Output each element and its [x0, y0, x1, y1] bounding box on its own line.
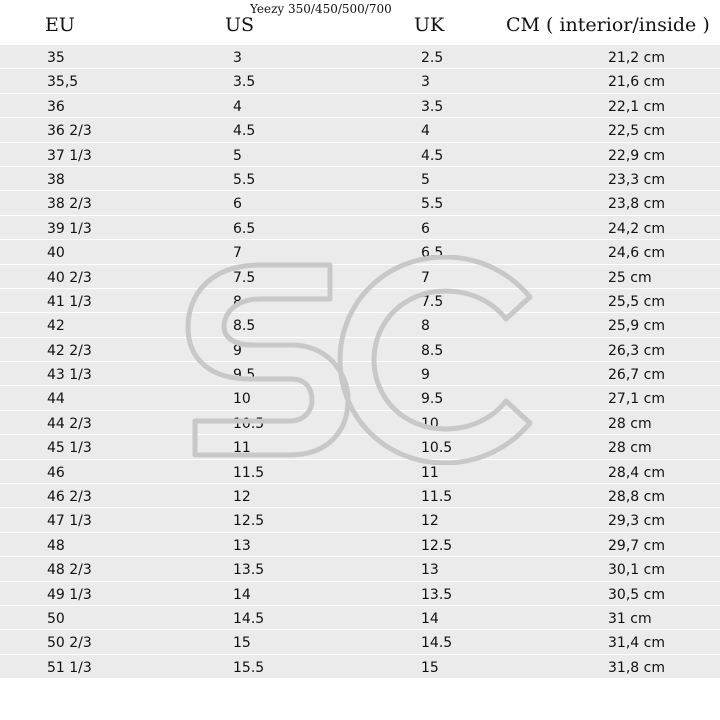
cell-us: 11.5 [233, 464, 265, 481]
cell-us: 6 [233, 196, 242, 213]
table-row [0, 265, 720, 289]
cell-eu: 36 [47, 98, 65, 115]
cell-uk: 12 [421, 513, 439, 530]
cell-eu: 44 2/3 [47, 415, 92, 432]
cell-us: 4 [233, 98, 242, 115]
cell-cm: 21,6 cm [608, 74, 665, 91]
cell-us: 7.5 [233, 269, 256, 286]
cell-cm: 23,8 cm [608, 196, 665, 213]
table-row [0, 191, 720, 215]
cell-eu: 38 2/3 [47, 196, 92, 213]
column-header-us: US [225, 14, 255, 36]
cell-uk: 5.5 [421, 196, 444, 213]
cell-eu: 45 1/3 [47, 440, 92, 457]
cell-eu: 40 [47, 245, 65, 262]
cell-cm: 31,8 cm [608, 659, 665, 676]
cell-uk: 13 [421, 562, 439, 579]
table-row [0, 435, 720, 459]
cell-uk: 3 [421, 74, 430, 91]
cell-cm: 23,3 cm [608, 171, 665, 188]
table-row [0, 630, 720, 654]
cell-us: 8.5 [233, 318, 256, 335]
cell-uk: 14 [421, 610, 439, 627]
table-row [0, 362, 720, 386]
column-header-uk: UK [414, 14, 445, 36]
cell-cm: 29,3 cm [608, 513, 665, 530]
cell-eu: 44 [47, 391, 65, 408]
cell-eu: 36 2/3 [47, 123, 92, 140]
cell-eu: 43 1/3 [47, 367, 92, 384]
cell-us: 14 [233, 586, 251, 603]
cell-cm: 22,9 cm [608, 147, 665, 164]
cell-uk: 5 [421, 171, 430, 188]
cell-us: 7 [233, 245, 242, 262]
cell-eu: 35 [47, 50, 65, 66]
cell-cm: 31,4 cm [608, 635, 665, 652]
cell-us: 4.5 [233, 123, 256, 140]
table-row [0, 484, 720, 508]
cell-cm: 21,2 cm [608, 50, 665, 66]
cell-eu: 46 [47, 464, 65, 481]
column-header-eu: EU [45, 14, 75, 36]
cell-eu: 49 1/3 [47, 586, 92, 603]
cell-cm: 28,8 cm [608, 489, 665, 506]
cell-eu: 47 1/3 [47, 513, 92, 530]
table-row [0, 460, 720, 484]
cell-eu: 35,5 [47, 74, 79, 91]
cell-cm: 24,2 cm [608, 220, 665, 237]
cell-uk: 7.5 [421, 293, 444, 310]
cell-cm: 25 cm [608, 269, 652, 286]
cell-eu: 48 [47, 537, 65, 554]
cell-us: 15 [233, 635, 251, 652]
cell-us: 3.5 [233, 74, 256, 91]
cell-uk: 14.5 [421, 635, 453, 652]
table-header [0, 0, 720, 44]
cell-eu: 46 2/3 [47, 489, 92, 506]
cell-uk: 10 [421, 415, 439, 432]
cell-us: 12 [233, 489, 251, 506]
cell-eu: 40 2/3 [47, 269, 92, 286]
cell-us: 5.5 [233, 171, 256, 188]
cell-cm: 26,3 cm [608, 342, 665, 359]
table-row [0, 216, 720, 240]
cell-uk: 6.5 [421, 245, 444, 262]
cell-us: 10 [233, 391, 251, 408]
cell-us: 11 [233, 440, 251, 457]
cell-uk: 11.5 [421, 489, 453, 506]
cell-cm: 24,6 cm [608, 245, 665, 262]
cell-eu: 41 1/3 [47, 293, 92, 310]
cell-uk: 8.5 [421, 342, 444, 359]
cell-uk: 9 [421, 367, 430, 384]
cell-eu: 38 [47, 171, 65, 188]
cell-cm: 31 cm [608, 610, 652, 627]
cell-uk: 10.5 [421, 440, 453, 457]
model-subtitle: Yeezy 350/450/500/700 [250, 2, 392, 16]
table-row [0, 655, 720, 679]
table-row [0, 313, 720, 337]
table-row [0, 338, 720, 362]
cell-uk: 2.5 [421, 50, 444, 66]
table-row [0, 386, 720, 410]
cell-uk: 4.5 [421, 147, 444, 164]
cell-cm: 30,1 cm [608, 562, 665, 579]
cell-uk: 6 [421, 220, 430, 237]
table-row [0, 240, 720, 264]
cell-eu: 50 2/3 [47, 635, 92, 652]
table-row [0, 533, 720, 557]
cell-us: 15.5 [233, 659, 265, 676]
cell-uk: 12.5 [421, 537, 453, 554]
cell-cm: 28 cm [608, 440, 652, 457]
table-row [0, 289, 720, 313]
cell-us: 9 [233, 342, 242, 359]
cell-us: 3 [233, 50, 242, 66]
cell-uk: 3.5 [421, 98, 444, 115]
table-row [0, 167, 720, 191]
cell-uk: 13.5 [421, 586, 453, 603]
table-row [0, 411, 720, 435]
cell-us: 8 [233, 293, 242, 310]
cell-cm: 28 cm [608, 415, 652, 432]
cell-cm: 25,9 cm [608, 318, 665, 335]
cell-us: 14.5 [233, 610, 265, 627]
table-row [0, 508, 720, 532]
cell-uk: 4 [421, 123, 430, 140]
cell-uk: 8 [421, 318, 430, 335]
table-row [0, 606, 720, 630]
cell-us: 10.5 [233, 415, 265, 432]
cell-eu: 42 2/3 [47, 342, 92, 359]
cell-eu: 37 1/3 [47, 147, 92, 164]
cell-us: 12.5 [233, 513, 265, 530]
table-row [0, 69, 720, 93]
cell-eu: 50 [47, 610, 65, 627]
cell-uk: 15 [421, 659, 439, 676]
column-header-cm: CM ( interior/inside ) [506, 14, 710, 36]
cell-cm: 25,5 cm [608, 293, 665, 310]
cell-cm: 22,1 cm [608, 98, 665, 115]
size-chart-table [0, 45, 720, 679]
table-row [0, 557, 720, 581]
cell-us: 13 [233, 537, 251, 554]
cell-uk: 9.5 [421, 391, 444, 408]
cell-cm: 27,1 cm [608, 391, 665, 408]
cell-cm: 22,5 cm [608, 123, 665, 140]
cell-uk: 7 [421, 269, 430, 286]
cell-eu: 42 [47, 318, 65, 335]
cell-eu: 48 2/3 [47, 562, 92, 579]
table-row [0, 143, 720, 167]
cell-cm: 28,4 cm [608, 464, 665, 481]
cell-eu: 51 1/3 [47, 659, 92, 676]
cell-uk: 11 [421, 464, 439, 481]
cell-us: 6.5 [233, 220, 256, 237]
cell-us: 13.5 [233, 562, 265, 579]
table-row [0, 118, 720, 142]
cell-cm: 30,5 cm [608, 586, 665, 603]
cell-eu: 39 1/3 [47, 220, 92, 237]
cell-us: 5 [233, 147, 242, 164]
table-row [0, 45, 720, 69]
cell-cm: 26,7 cm [608, 367, 665, 384]
cell-cm: 29,7 cm [608, 537, 665, 554]
cell-us: 9.5 [233, 367, 256, 384]
table-row [0, 94, 720, 118]
table-row [0, 582, 720, 606]
